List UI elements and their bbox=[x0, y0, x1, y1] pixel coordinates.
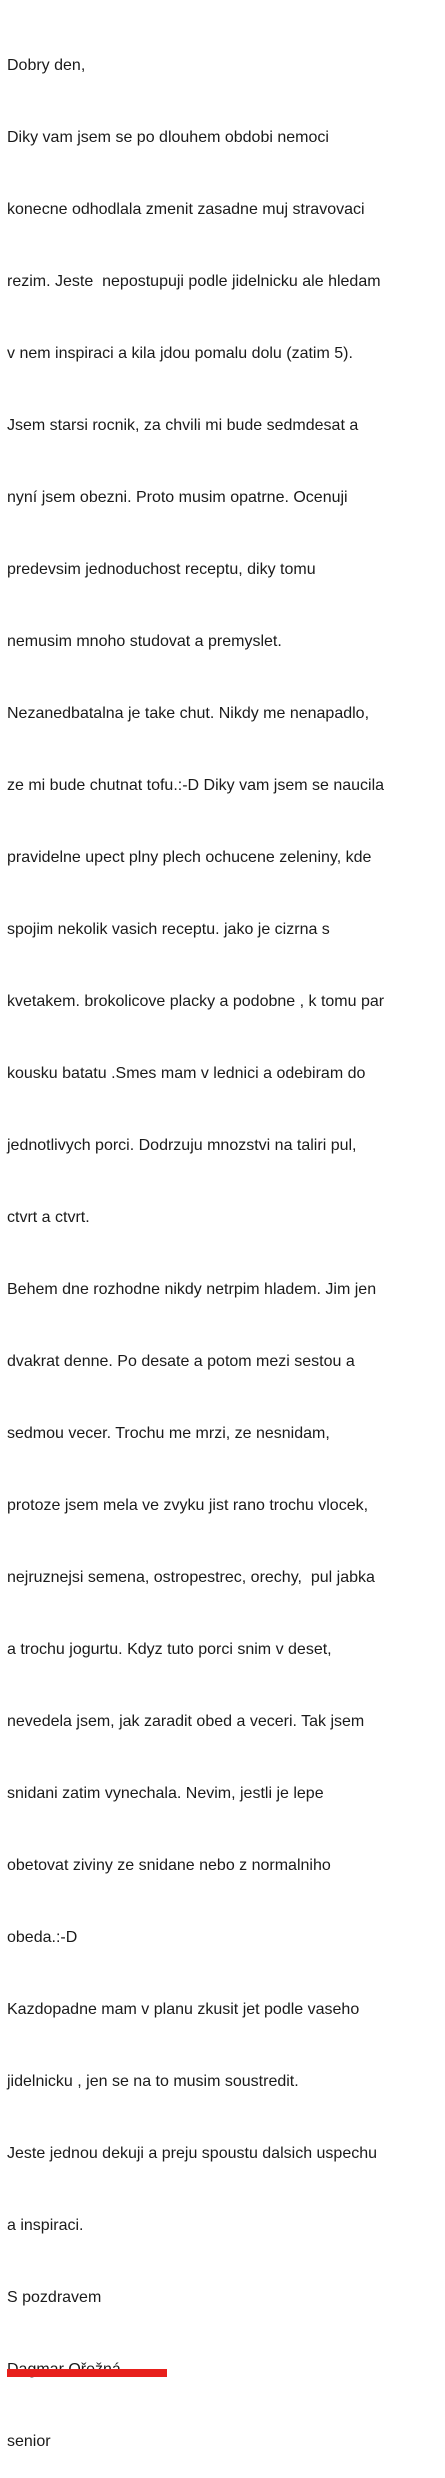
text-line: nyní jsem obezni. Proto musim opatrne. Ocenuji bbox=[7, 489, 348, 506]
text-line: snidani zatim vynechala. Nevim, jestli je lepe bbox=[7, 1785, 324, 1802]
signature-block bbox=[7, 2358, 443, 2382]
text-line: Kazdopadne mam v planu zkusit jet podle vaseho bbox=[7, 2001, 360, 2018]
text-line: Behem dne rozhodne nikdy netrpim hladem. Jim jen bbox=[7, 1281, 377, 1298]
closing-line: S pozdravem bbox=[7, 2289, 102, 2306]
text-line: ctvrt a ctvrt. bbox=[7, 1209, 90, 1226]
signature-title: senior bbox=[7, 2433, 51, 2450]
text-line: sedmou vecer. Trochu me mrzi, ze nesnidam, bbox=[7, 1425, 330, 1442]
text-line: nemusim mnoho studovat a premyslet. bbox=[7, 633, 282, 650]
text-line: spojim nekolik vasich receptu. jako je cizrna s bbox=[7, 921, 330, 938]
text-line: protoze jsem mela ve zvyku jist rano trochu vlocek, bbox=[7, 1497, 369, 1514]
text-line: predevsim jednoduchost receptu, diky tomu bbox=[7, 561, 316, 578]
text-line: obetovat ziviny ze snidane nebo z normalniho bbox=[7, 1857, 331, 1874]
letter-body bbox=[7, 6, 443, 2478]
text-line: Nezanedbatalna je take chut. Nikdy me nenapadlo, bbox=[7, 705, 370, 722]
text-line: dvakrat denne. Po desate a potom mezi sestou a bbox=[7, 1353, 355, 1370]
text-line: Jsem starsi rocnik, za chvili mi bude sedmdesat a bbox=[7, 417, 359, 434]
text-line: Jeste jednou dekuji a preju spoustu dalsich uspechu bbox=[7, 2145, 378, 2162]
redaction-bar bbox=[7, 2369, 167, 2377]
text-line: rezim. Jeste nepostupuji podle jidelnicku ale hledam bbox=[7, 273, 381, 290]
greeting-line: Dobry den, bbox=[7, 57, 86, 74]
text-line: kousku batatu .Smes mam v lednici a odebiram do bbox=[7, 1065, 366, 1082]
text-line: obeda.:-D bbox=[7, 1929, 78, 1946]
signature-name bbox=[7, 2358, 121, 2369]
text-line: pravidelne upect plny plech ochucene zeleniny, kde bbox=[7, 849, 372, 866]
text-line: ze mi bude chutnat tofu.:-D Diky vam jsem se naucila bbox=[7, 777, 385, 794]
text-line: jednotlivych porci. Dodrzuju mnozstvi na taliri pul, bbox=[7, 1137, 357, 1154]
text-line: a trochu jogurtu. Kdyz tuto porci snim v deset, bbox=[7, 1641, 332, 1658]
text-line: konecne odhodlala zmenit zasadne muj stravovaci bbox=[7, 201, 365, 218]
text-line: nevedela jsem, jak zaradit obed a veceri. Tak jsem bbox=[7, 1713, 365, 1730]
text-line: jidelnicku , jen se na to musim soustredit. bbox=[7, 2073, 299, 2090]
text-line: nejruznejsi semena, ostropestrec, orechy, pul jabka bbox=[7, 1569, 375, 1586]
text-line: Diky vam jsem se po dlouhem obdobi nemoci bbox=[7, 129, 329, 146]
text-line: kvetakem. brokolicove placky a podobne , k tomu par bbox=[7, 993, 385, 1010]
text-line: v nem inspiraci a kila jdou pomalu dolu (zatim 5). bbox=[7, 345, 353, 362]
text-line: a inspiraci. bbox=[7, 2217, 84, 2234]
